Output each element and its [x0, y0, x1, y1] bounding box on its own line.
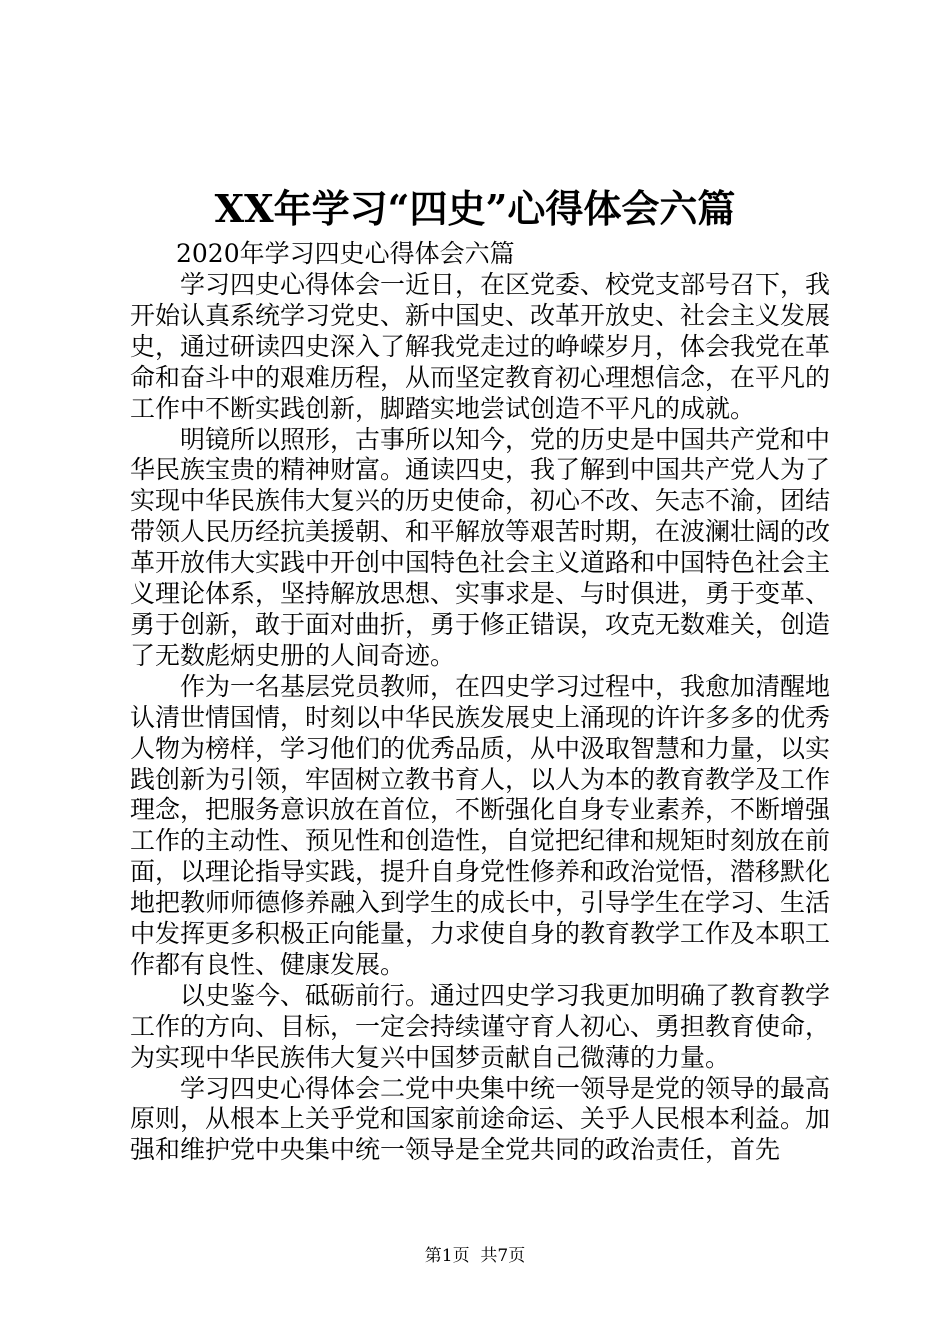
paragraph-5: 学习四史心得体会二党中央集中统一领导是党的领导的最高原则，从根本上关乎党和国家前途命运、关乎人民根本利益。加强和维护党中央集中统一领导是全党共同的政治责任，首先	[130, 1073, 831, 1165]
footer-spacer	[470, 1246, 481, 1266]
page-number: 第1页	[424, 1246, 470, 1266]
paragraph-2: 明镜所以照形，古事所以知今，党的历史是中国共产党和中华民族宝贵的精神财富。通读四史，我了解到中国共产党人为了实现中华民族伟大复兴的历史使命，初心不改、矢志不渝，团结带领人民历经抗美援朝、和平解放等艰苦时期，在波澜壮阔的改革开放伟大实践中开创中国特色社会主义道路和中国特色社会主义理论体系，坚持解放思想、实事求是、与时俱进，勇于变革、勇于创新，敢于面对曲折，勇于修正错误，攻克无数难关，创造了无数彪炳史册的人间奇迹。	[130, 424, 831, 670]
page-total: 共7页	[480, 1246, 526, 1266]
page-footer	[0, 1244, 950, 1268]
paragraph-1: 学习四史心得体会一近日，在区党委、校党支部号召下，我开始认真系统学习党史、新中国史、改革开放史、社会主义发展史，通过研读四史深入了解我党走过的峥嵘岁月，体会我党在革命和奋斗中的艰难历程，从而坚定教育初心理想信念，在平凡的工作中不断实践创新，脚踏实地尝试创造不平凡的成就。	[130, 270, 831, 423]
document-body	[130, 270, 830, 1166]
paragraph-3: 作为一名基层党员教师，在四史学习过程中，我愈加清醒地认清世情国情，时刻以中华民族发展史上涌现的许许多多的优秀人物为榜样，学习他们的优秀品质，从中汲取智慧和力量，以实践创新为引领，牢固树立教书育人，以人为本的教育教学及工作理念，把服务意识放在首位，不断强化自身专业素养，不断增强工作的主动性、预见性和创造性，自觉把纪律和规矩时刻放在前面，以理论指导实践，提升自身党性修养和政治觉悟，潜移默化地把教师师德修养融入到学生的成长中，引导学生在学习、生活中发挥更多积极正向能量，力求使自身的教育教学工作及本职工作都有良性、健康发展。	[130, 671, 831, 979]
document-title: XX年学习“四史”心得体会六篇	[214, 186, 736, 231]
paragraph-4: 以史鉴今、砥砺前行。通过四史学习我更加明确了教育教学工作的方向、目标，一定会持续谨守育人初心、勇担教育使命，为实现中华民族伟大复兴中国梦贡献自己微薄的力量。	[130, 980, 831, 1072]
document-subtitle: 2020年学习四史心得体会六篇	[176, 239, 515, 268]
